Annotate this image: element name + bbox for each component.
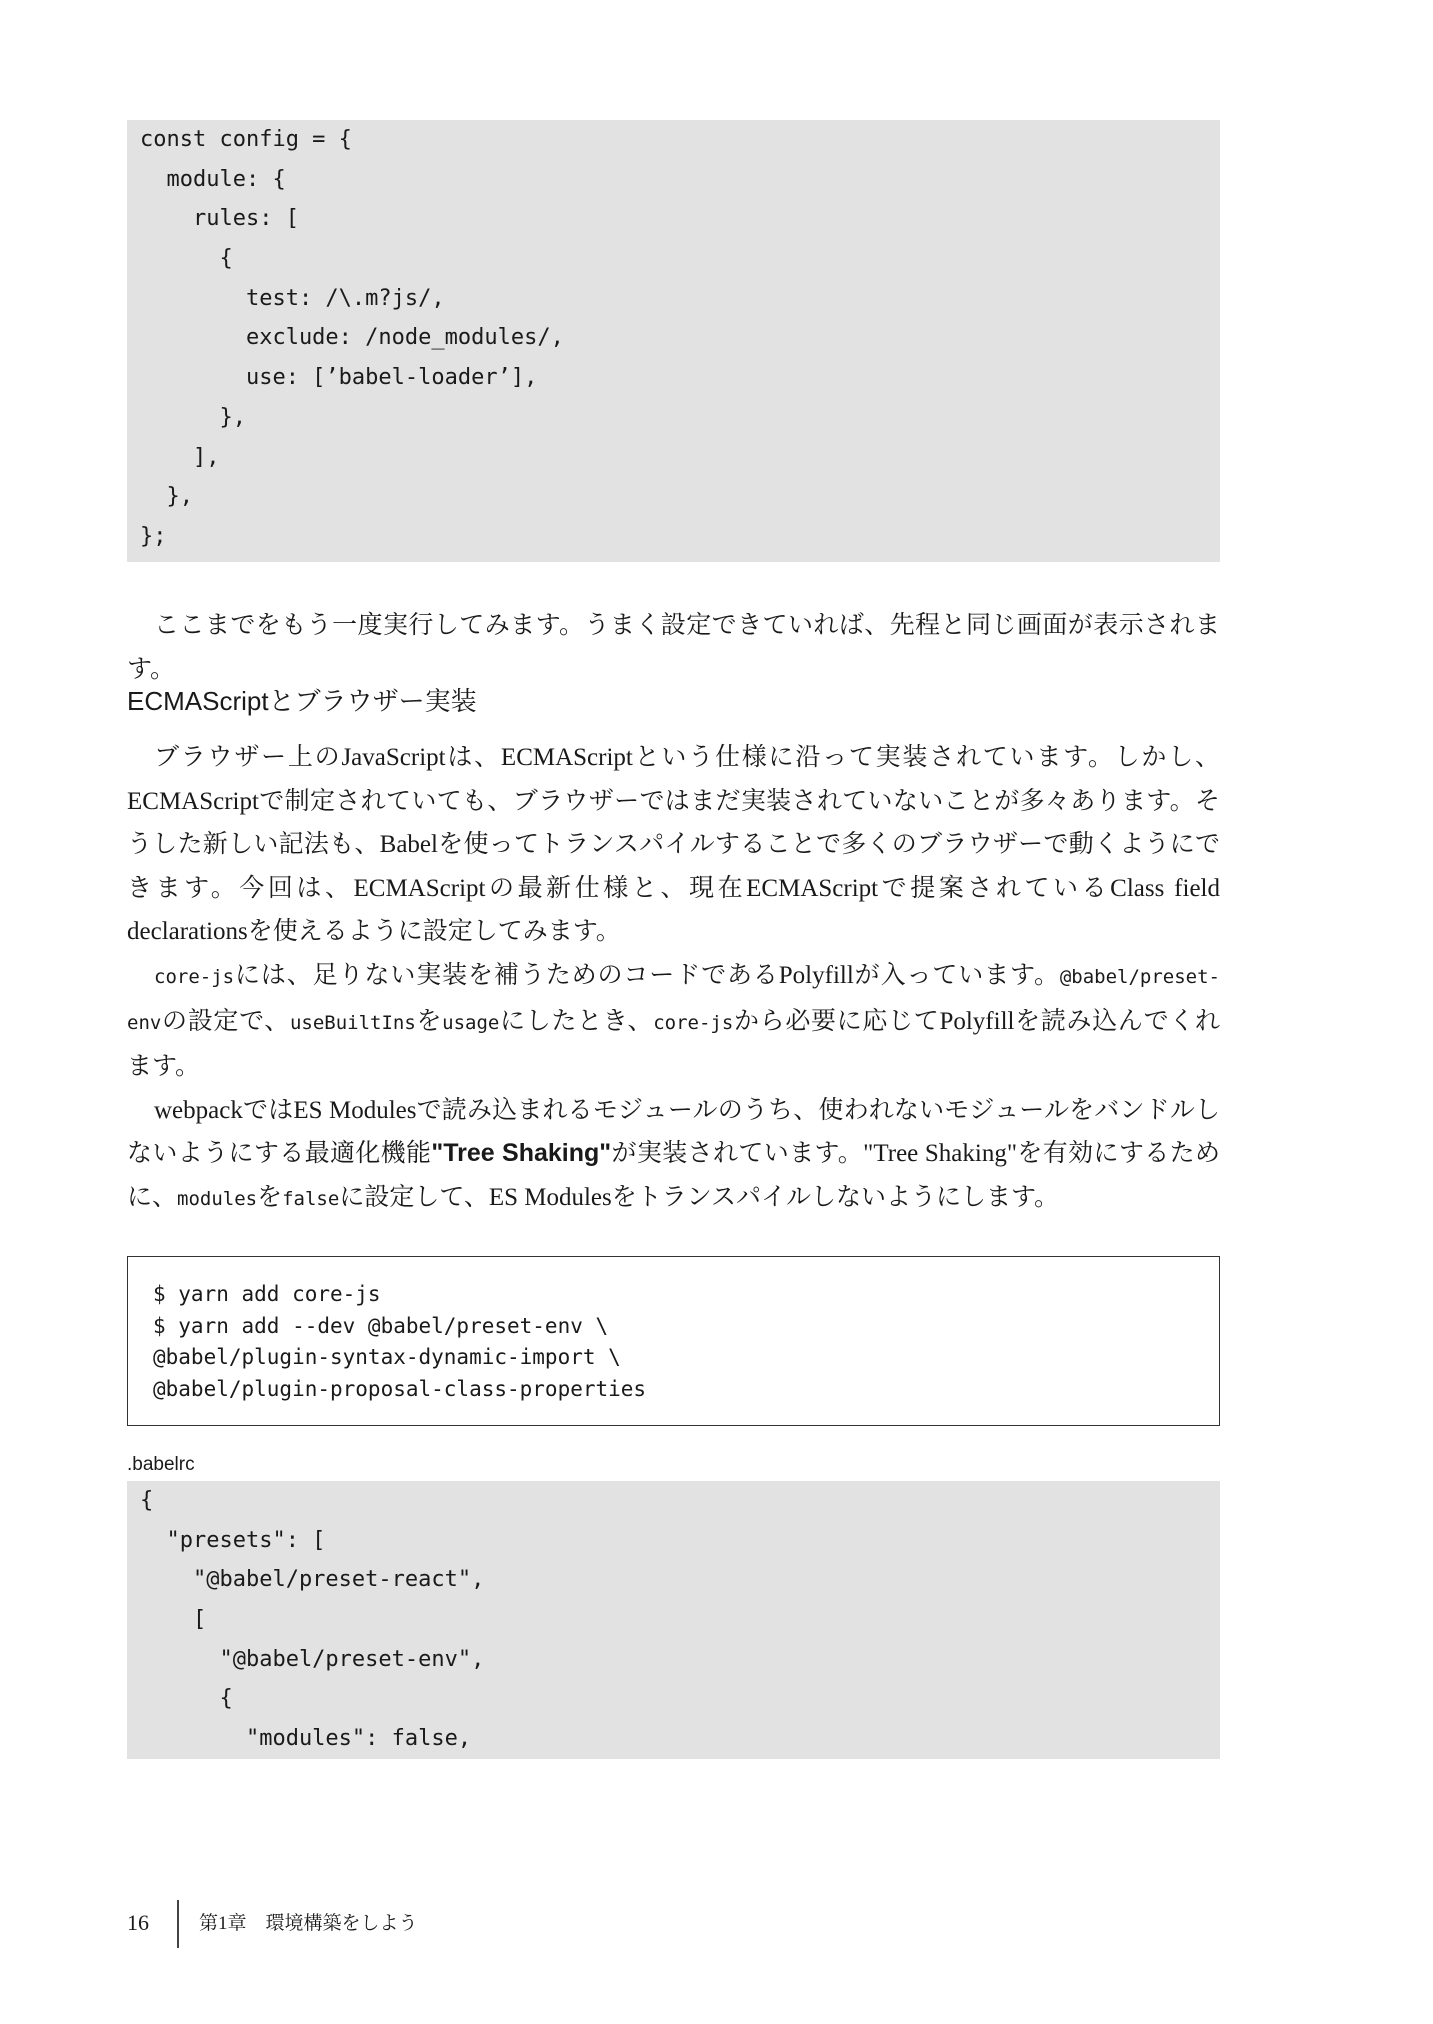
page-number: 16 [127,1910,149,1935]
text-segment: を [415,1007,443,1035]
terminal-line: $ yarn add core-js [153,1282,381,1306]
code-line: }, [140,484,193,510]
bold-tree-shaking: "Tree Shaking" [431,1139,612,1168]
inline-code-usage: usage [442,1011,500,1034]
code-line: { [140,246,233,272]
code-line: }; [140,523,167,549]
code-line: "modules": false, [140,1726,472,1752]
code-line: { [140,1686,233,1712]
text-segment: を [257,1183,283,1211]
text-segment: から必要に応じてPolyfillを読み込んでくれます。 [127,1007,1220,1081]
code-line: [ [140,1607,207,1633]
chapter-title: 第1章 環境構築をしよう [199,1913,418,1934]
text-segment: の設定で、 [161,1007,290,1035]
terminal-line: $ yarn add --dev @babel/preset-env \ [153,1313,609,1338]
body-text [127,736,1220,1222]
code-line: const config = { [140,127,352,152]
code-block-babelrc [127,1481,1220,1759]
inline-code-core-js: core-js [154,965,235,988]
paragraph-ecmascript: ブラウザー上のJavaScriptは、ECMAScriptという仕様に沿って実装されています。しかし、ECMAScriptで制定されていても、ブラウザーではまだ実装されていないことが多々あります。そうした新しい記法も、Babelを使ってトランスパイルすることで多くのブラウザーで動くようにできます。今回は、ECMAScriptの最新仕様と、現在ECMAScriptで提案されているClass field declarationsを使えるように設定してみます。 [127,744,1220,946]
code-line: exclude: /node_modules/, [140,325,564,351]
section-heading: ECMAScriptとブラウザー実装 [127,686,477,716]
paragraph-tree-shaking [127,1089,1220,1222]
text-segment: に設定して、ES Modulesをトランスパイルしないようにします。 [339,1183,1059,1211]
inline-code-usebuiltins: useBuiltIns [289,1011,416,1034]
text-segment: には、足りない実装を補うためのコードであるPolyfillが入っています。 [234,961,1060,989]
code-line: ], [140,444,220,470]
inline-code-core-js-2: core-js [653,1011,734,1034]
code-block-terminal [127,1256,1220,1426]
inline-code-preset-env: @babel/preset-env [127,965,1220,1034]
terminal-line: @babel/plugin-syntax-dynamic-import \ [153,1345,621,1369]
code-line: use: [’babel-loader’], [140,365,538,391]
code-block-webpack-config [127,120,1220,562]
code-line: }, [140,404,246,430]
inline-code-modules: modules [177,1187,258,1210]
footer-divider [177,1900,179,1948]
paragraph-intro [127,604,1220,691]
code-line: "presets": [ [140,1527,326,1553]
code-line: { [140,1488,154,1513]
file-label: .babelrc [127,1454,195,1475]
text-segment: にしたとき、 [499,1007,654,1035]
code-line: "@babel/preset-env", [140,1646,485,1672]
terminal-line: @babel/plugin-proposal-class-properties [153,1376,647,1401]
code-line: module: { [140,166,286,192]
code-line: "@babel/preset-react", [140,1567,485,1593]
code-line: rules: [ [140,206,299,232]
inline-code-false: false [282,1187,340,1210]
paragraph-polyfill [127,954,1220,1089]
text-segment: webpackではES Modulesで読み込まれるモジュールのうち、使われないモジュールをバンドルしないようにする最適化機能 [127,1096,1220,1168]
page-footer [127,1900,727,1948]
code-line: test: /\.m?js/, [140,285,445,311]
paragraph-intro-text: ここまでをもう一度実行してみます。うまく設定できていれば、先程と同じ画面が表示されます。 [127,612,1220,683]
text-segment: が実装されています。"Tree Shaking"を有効にするために、 [127,1140,1220,1211]
